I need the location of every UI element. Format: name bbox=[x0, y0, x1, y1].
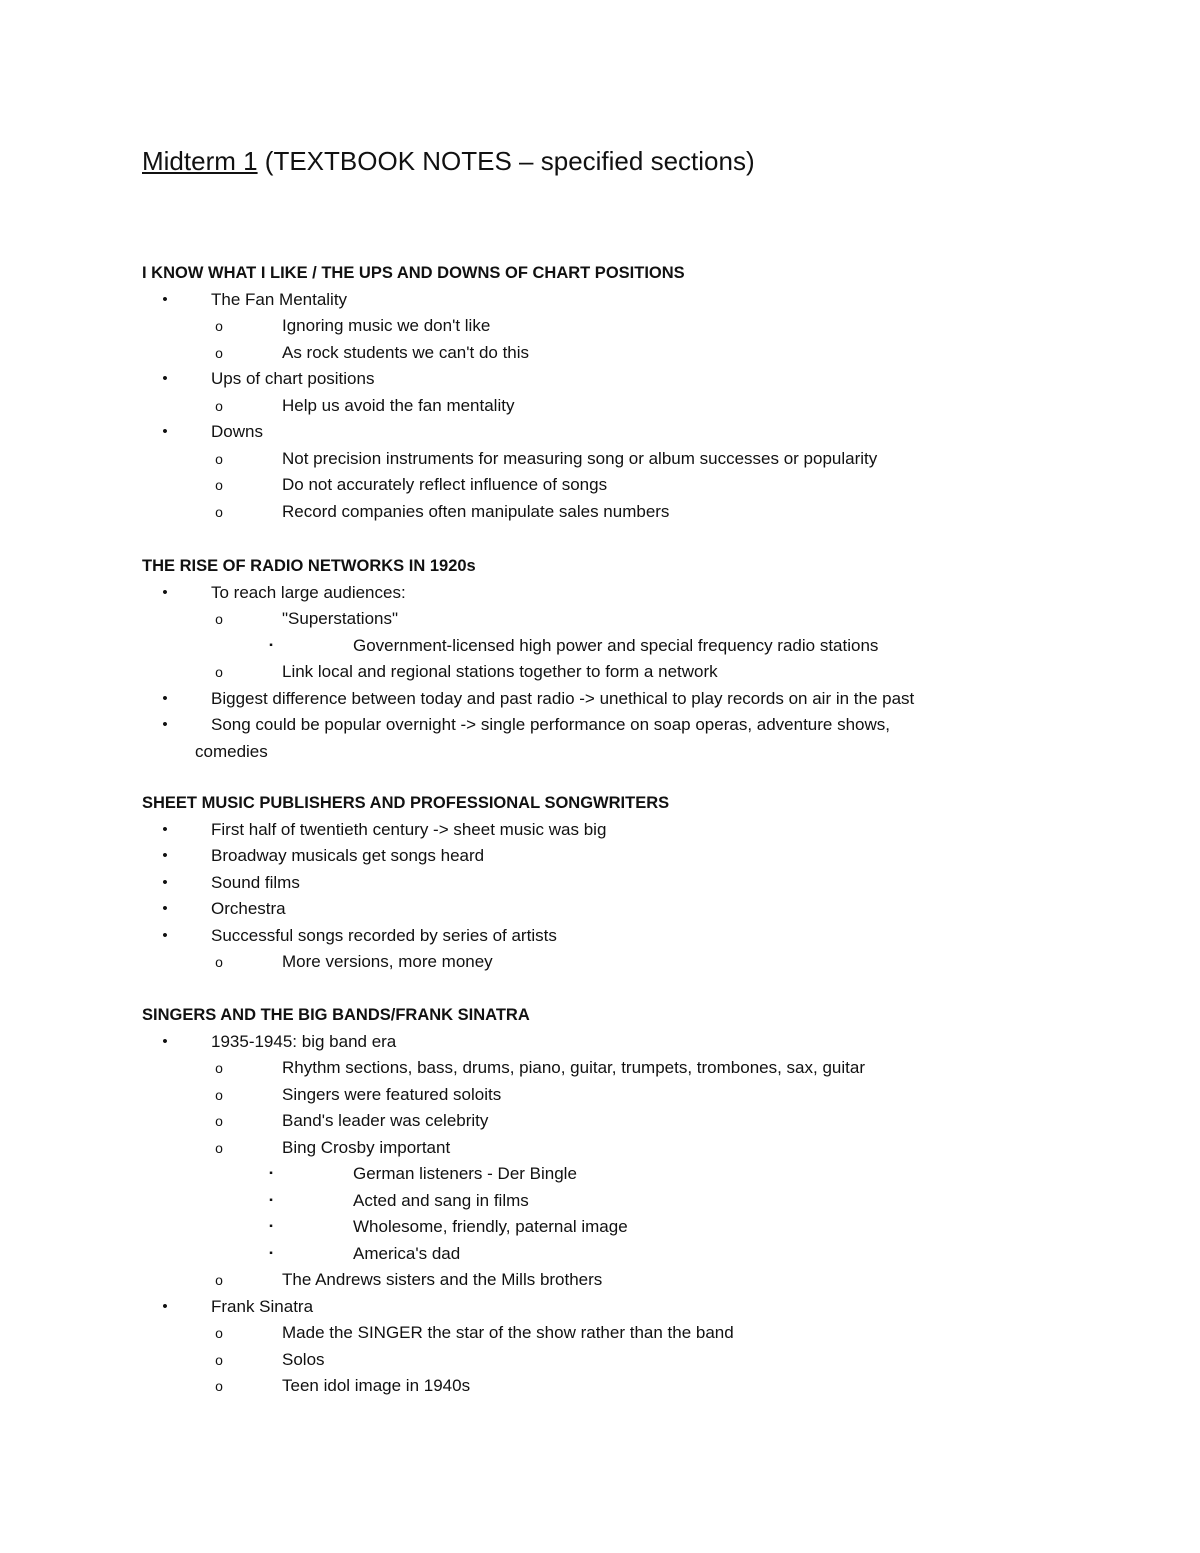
list-item-text: Sound films bbox=[211, 872, 300, 892]
section-heading: I KNOW WHAT I LIKE / THE UPS AND DOWNS OF CHART POSITIONS bbox=[142, 264, 685, 282]
bullet-icon: • bbox=[162, 820, 168, 838]
list-item bbox=[142, 712, 1102, 765]
list-item bbox=[142, 1241, 1102, 1268]
circle-bullet-icon: o bbox=[215, 318, 223, 334]
list-item-text: Made the SINGER the star of the show rather than the band bbox=[282, 1323, 734, 1342]
list-item-text: To reach large audiences: bbox=[211, 582, 406, 602]
page-title bbox=[142, 144, 1102, 178]
list-item bbox=[142, 659, 1102, 686]
bullet-icon: • bbox=[162, 583, 168, 601]
list-item-text: The Andrews sisters and the Mills brothers bbox=[282, 1270, 603, 1289]
circle-bullet-icon: o bbox=[215, 397, 223, 414]
list-item bbox=[142, 1108, 1102, 1135]
circle-bullet-icon: o bbox=[215, 1351, 223, 1368]
list-item-text: Successful songs recorded by series of artists bbox=[211, 925, 557, 945]
list-item-text: German listeners - Der Bingle bbox=[353, 1164, 577, 1183]
section-heading: SHEET MUSIC PUBLISHERS AND PROFESSIONAL SONGWRITERS bbox=[142, 794, 670, 812]
circle-bullet-icon: o bbox=[215, 1060, 223, 1076]
list-item bbox=[142, 923, 1102, 950]
list-item-text: Band's leader was celebrity bbox=[282, 1111, 489, 1130]
list-item-text: Frank Sinatra bbox=[211, 1296, 314, 1316]
bullet-icon: • bbox=[162, 689, 168, 707]
bullet-icon: • bbox=[162, 1032, 168, 1050]
bullet-icon: • bbox=[162, 423, 168, 440]
list-item-text: Song could be popular overnight -> single performance on soap operas, adventure shows, bbox=[211, 715, 891, 734]
list-item-text: Teen idol image in 1940s bbox=[282, 1376, 471, 1395]
list-item bbox=[142, 1029, 1102, 1056]
list-item bbox=[142, 580, 1102, 607]
circle-bullet-icon: o bbox=[215, 1272, 223, 1288]
list-item bbox=[142, 1161, 1102, 1188]
list-item bbox=[142, 1294, 1102, 1321]
list-item-text: "Superstations" bbox=[282, 609, 399, 628]
list-item bbox=[142, 313, 1102, 340]
list-item-text: Wholesome, friendly, paternal image bbox=[353, 1217, 628, 1236]
list-item-text: Not precision instruments for measuring song or album successes or popularity bbox=[282, 448, 878, 468]
list-item bbox=[142, 1082, 1102, 1109]
list-item-text: Singers were featured soloits bbox=[282, 1084, 502, 1104]
list-item-text: Solos bbox=[282, 1349, 325, 1369]
list-item-text: Ignoring music we don't like bbox=[282, 316, 491, 335]
circle-bullet-icon: o bbox=[215, 450, 223, 467]
list-item bbox=[142, 949, 1102, 976]
bullet-icon: • bbox=[162, 873, 168, 891]
list-item bbox=[142, 1055, 1102, 1082]
list-item bbox=[142, 843, 1102, 870]
list-item bbox=[142, 1188, 1102, 1215]
list-item-text: As rock students we can't do this bbox=[282, 342, 530, 362]
list-item bbox=[142, 499, 1102, 526]
list-item bbox=[142, 340, 1102, 367]
list-item-text: Link local and regional stations together to form a network bbox=[282, 662, 718, 681]
list-item-text: America's dad bbox=[353, 1243, 461, 1263]
list-item bbox=[142, 870, 1102, 897]
list-item bbox=[142, 896, 1102, 923]
circle-bullet-icon: o bbox=[215, 503, 223, 520]
notes-section bbox=[142, 553, 1102, 765]
section-heading: SINGERS AND THE BIG BANDS/FRANK SINATRA bbox=[142, 1006, 530, 1024]
title-rest: (TEXTBOOK NOTES – specified sections) bbox=[257, 146, 755, 176]
list-item bbox=[142, 686, 1102, 713]
square-bullet-icon: ▪ bbox=[269, 1168, 273, 1179]
circle-bullet-icon: o bbox=[215, 344, 223, 361]
list-item-text: Help us avoid the fan mentality bbox=[282, 395, 515, 415]
list-item-text: Broadway musicals get songs heard bbox=[211, 846, 485, 865]
circle-bullet-icon: o bbox=[215, 664, 223, 680]
bullet-icon: • bbox=[162, 716, 168, 733]
list-item bbox=[142, 1347, 1102, 1374]
circle-bullet-icon: o bbox=[215, 1325, 223, 1341]
section-heading: THE RISE OF RADIO NETWORKS IN 1920s bbox=[142, 557, 476, 575]
list-item-text: Rhythm sections, bass, drums, piano, guitar, trumpets, trombones, sax, guitar bbox=[282, 1058, 865, 1077]
list-item bbox=[142, 1320, 1102, 1347]
list-item bbox=[142, 366, 1102, 393]
square-bullet-icon: ▪ bbox=[269, 1247, 273, 1259]
bullet-icon: • bbox=[162, 290, 168, 308]
document-page bbox=[142, 144, 1102, 1395]
list-item bbox=[142, 419, 1102, 446]
circle-bullet-icon: o bbox=[215, 1139, 223, 1156]
list-item bbox=[142, 287, 1102, 314]
list-item bbox=[142, 1267, 1102, 1294]
list-item-text: Orchestra bbox=[211, 899, 286, 918]
list-item-text: Ups of chart positions bbox=[211, 369, 375, 388]
list-item bbox=[142, 472, 1102, 499]
list-item-text: The Fan Mentality bbox=[211, 289, 348, 309]
circle-bullet-icon: o bbox=[215, 1113, 223, 1129]
bullet-icon: • bbox=[162, 847, 168, 864]
list-item-continuation: comedies bbox=[195, 741, 268, 761]
list-item-text: Do not accurately reflect influence of songs bbox=[282, 475, 608, 494]
list-item-text: First half of twentieth century -> sheet music was big bbox=[211, 819, 607, 839]
list-item-text: More versions, more money bbox=[282, 952, 493, 971]
list-item bbox=[142, 1135, 1102, 1162]
list-item bbox=[142, 606, 1102, 633]
list-item-text: Biggest difference between today and past radio -> unethical to play records on air in the past bbox=[211, 688, 915, 708]
bullet-icon: • bbox=[162, 926, 168, 944]
circle-bullet-icon: o bbox=[215, 954, 223, 970]
list-item bbox=[142, 1214, 1102, 1241]
circle-bullet-icon: o bbox=[215, 1086, 223, 1103]
notes-section bbox=[142, 1002, 1102, 1400]
list-item bbox=[142, 817, 1102, 844]
notes-section bbox=[142, 260, 1102, 525]
list-item-text: Acted and sang in films bbox=[353, 1190, 529, 1210]
circle-bullet-icon: o bbox=[215, 611, 223, 627]
square-bullet-icon: ▪ bbox=[269, 1194, 273, 1206]
square-bullet-icon: ▪ bbox=[269, 1221, 273, 1232]
circle-bullet-icon: o bbox=[215, 1378, 223, 1394]
list-item bbox=[142, 446, 1102, 473]
list-item-text: Government-licensed high power and special frequency radio stations bbox=[353, 635, 879, 655]
list-item-text: Downs bbox=[211, 422, 263, 441]
bullet-icon: • bbox=[162, 370, 168, 387]
title-underlined: Midterm 1 bbox=[142, 146, 258, 176]
list-item-text: Bing Crosby important bbox=[282, 1137, 451, 1157]
notes-section bbox=[142, 790, 1102, 976]
list-item bbox=[142, 1373, 1102, 1400]
list-item-text: Record companies often manipulate sales numbers bbox=[282, 501, 670, 521]
list-item-text: 1935-1945: big band era bbox=[211, 1031, 397, 1051]
list-item bbox=[142, 633, 1102, 660]
list-item bbox=[142, 393, 1102, 420]
bullet-icon: • bbox=[162, 900, 168, 917]
bullet-icon: • bbox=[162, 1297, 168, 1315]
square-bullet-icon: ▪ bbox=[269, 639, 273, 651]
circle-bullet-icon: o bbox=[215, 477, 223, 493]
